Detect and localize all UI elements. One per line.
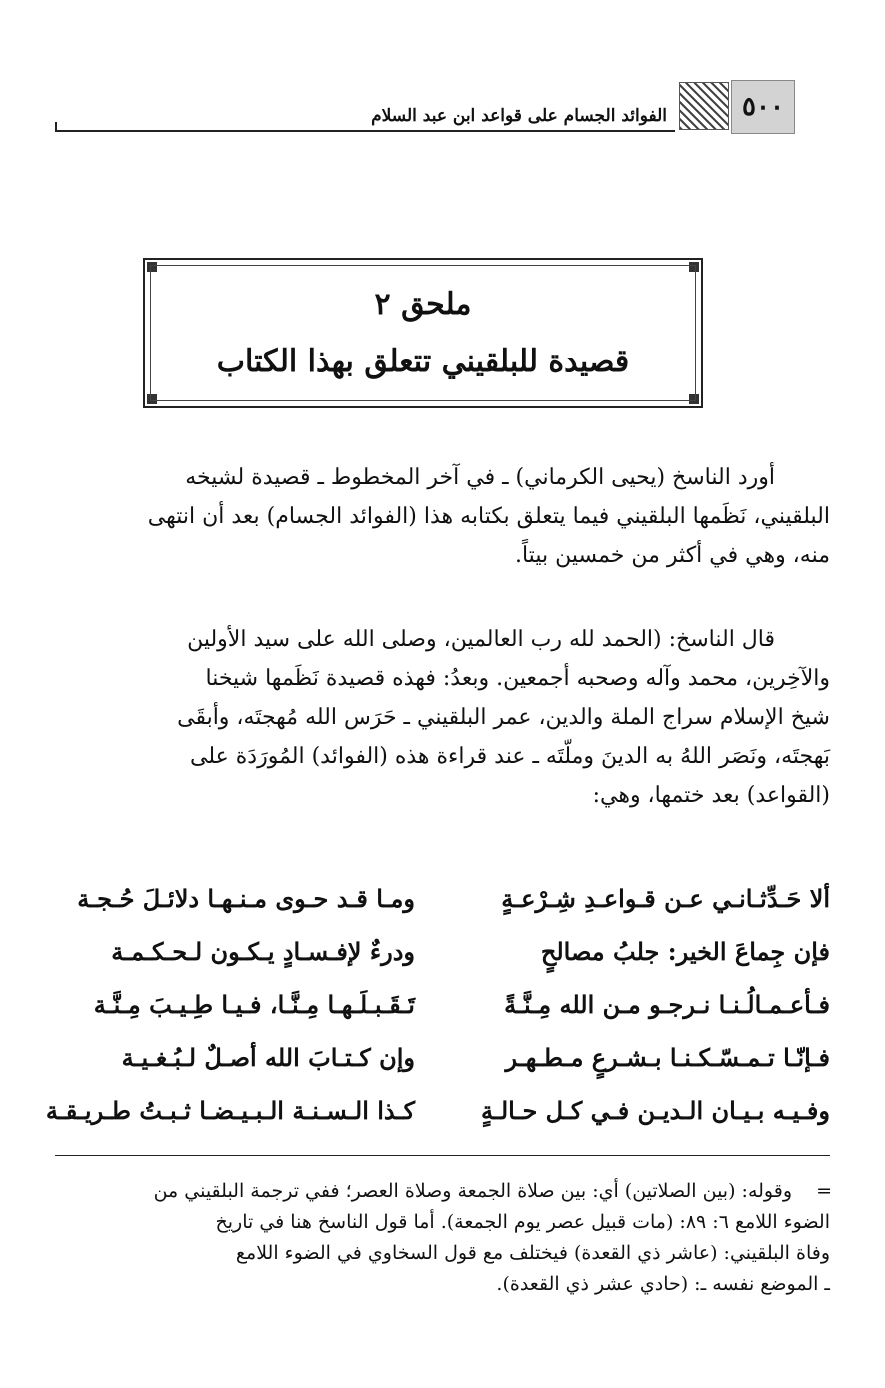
second-hemistich: كـذا الـسـنـة الـبـيـضـا ثـبـتُ طـريـقـة [45,1096,415,1125]
second-hemistich: تَـقَـبـلَـهـا مِـنَّـا، فـيـا طِـيـبَ مِـنَّـة [93,990,415,1019]
footnote-continuation-marker: = [816,1180,832,1202]
poem-verse [55,872,830,925]
footnote [55,1176,830,1300]
intro-paragraph [55,458,830,575]
first-hemistich: فـأعـمـالُـنـا نـرجـو مـن الله مِـنَّـةً [504,990,830,1019]
running-header [55,80,795,140]
footnote-separator [55,1155,830,1156]
second-hemistich: ودرءٌ لإفـسـادٍ يـكـون لـحـكـمـة [111,937,415,966]
footnote-line: الضوء اللامع ٦: ٨٩: (مات قبيل عصر يوم الجمعة). أما قول الناسخ هنا في تاريخ [215,1211,830,1233]
paragraph-line: أورد الناسخ (يحيى الكرماني) ـ في آخر المخطوط ـ قصيدة لشيخه [185,465,775,490]
paragraph-line: منه، وهي في أكثر من خمسين بيتاً. [514,543,830,568]
paragraph-line: بَهجتَه، ونَصَر اللهُ به الدينَ وملّتَه ـ عند قراءة هذه (الفوائد) المُورَدَة على [190,744,830,769]
poem-verse [55,1031,830,1084]
paragraph-line: والآخِرين، محمد وآله وصحبه أجمعين. وبعدُ: فهذه قصيدة نَظَمها شيخنا [205,666,830,691]
copyist-paragraph [55,620,830,815]
appendix-title-box [143,258,703,408]
header-rule-tick [55,122,57,132]
poem-verse [55,925,830,978]
header-rule [55,130,675,132]
first-hemistich: فإن جِماعَ الخير: جلبُ مصالحٍ [540,937,830,966]
appendix-title: قصيدة للبلقيني تتعلق بهذا الكتاب [216,344,630,379]
second-hemistich: وإن كـتـابَ الله أصـلٌ لـبُـغـيـة [121,1043,415,1072]
paragraph-line: البلقيني، نَظَمها البلقيني فيما يتعلق بكتابه هذا (الفوائد الجسام) بعد أن انتهى [147,504,830,529]
first-hemistich: ألا حَـدِّثـانـي عـن قـواعـدِ شِـرْعـةٍ [501,884,830,913]
second-hemistich: ومـا قـد حـوى مـنـهـا دلائـلَ حُـجـة [77,884,415,913]
ornament-icon [679,82,729,130]
footnote-line: وفاة البلقيني: (عاشر ذي القعدة) فيختلف مع قول السخاوي في الضوء اللامع [235,1242,830,1264]
page-number: ٥٠٠ [731,80,795,134]
first-hemistich: وفـيـه بـيـان الـديـن فـي كـل حـالـةٍ [480,1096,830,1125]
poem-verse [45,1084,830,1137]
first-hemistich: فـإنّـا تـمـسّـكـنـا بـشـرعٍ مـطـهـر [505,1043,830,1072]
poem-verse [55,978,830,1031]
paragraph-line: قال الناسخ: (الحمد لله رب العالمين، وصلى الله على سيد الأولين [187,627,775,652]
footnote-line: ـ الموضع نفسه ـ: (حادي عشر ذي القعدة). [496,1273,830,1295]
footnote-line: وقوله: (بين الصلاتين) أي: بين صلاة الجمعة وصلاة العصر؛ ففي ترجمة البلقيني من [153,1180,792,1202]
paragraph-line: (القواعد) بعد ختمها، وهي: [592,783,830,808]
appendix-number: ملحق ٢ [374,287,472,322]
paragraph-line: شيخ الإسلام سراج الملة والدين، عمر البلقيني ـ حَرَس الله مُهجتَه، وأبقَى [177,705,830,730]
book-title: الفوائد الجسام على قواعد ابن عبد السلام [371,106,667,126]
poem [45,872,830,1137]
